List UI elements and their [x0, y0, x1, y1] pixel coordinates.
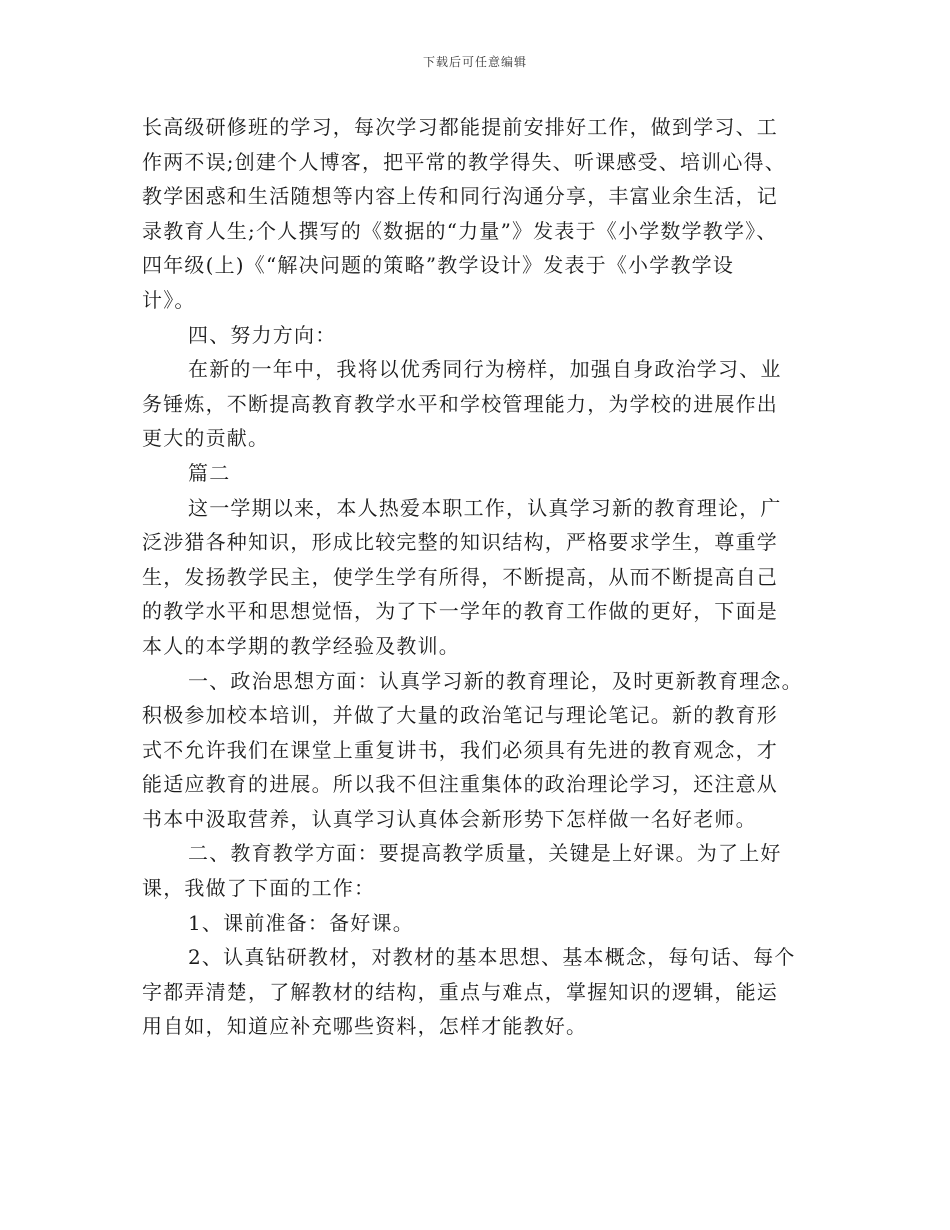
text-line: 生，发扬教学民主，使学生学有所得，不断提高，从而不断提高自己	[142, 564, 778, 589]
text-line: 在新的一年中，我将以优秀同行为榜样，加强自身政治学习、业	[188, 357, 782, 382]
text-line: 能适应教育的进展。所以我不但注重集体的政治理论学习，还注意从	[142, 772, 778, 797]
text-line: 2、认真钻研教材，对教材的基本思想、基本概念，每句话、每个	[188, 945, 796, 970]
text-line: 更大的贡献。	[142, 426, 270, 451]
page-header: 下载后可任意编辑	[422, 55, 527, 69]
text-line: 字都弄清楚，了解教材的结构，重点与难点，掌握知识的逻辑，能运	[142, 979, 778, 1004]
document-body	[142, 110, 814, 1044]
text-line: 作两不误;创建个人博客，把平常的教学得失、听课感受、培训心得、	[142, 149, 786, 174]
text-line: 课，我做了下面的工作：	[142, 876, 376, 901]
text-line: 用自如，知道应补充哪些资料，怎样才能教好。	[142, 1014, 588, 1039]
text-line: 泛涉猎各种知识，形成比较完整的知识结构，严格要求学生，尊重学	[142, 530, 778, 555]
text-line: 录教育人生;个人撰写的《数据的“力量”》发表于《小学数学教学》、	[142, 218, 778, 243]
text-line: 二、教育教学方面：要提高教学质量，关键是上好课。为了上好	[188, 841, 782, 866]
text-line: 教学困惑和生活随想等内容上传和同行沟通分享，丰富业余生活，记	[142, 184, 778, 209]
text-line: 一、政治思想方面：认真学习新的教育理论，及时更新教育理念。	[188, 668, 803, 693]
text-line: 务锤炼，不断提高教育教学水平和学校管理能力，为学校的进展作出	[142, 391, 778, 416]
text-line: 本人的本学期的教学经验及教训。	[142, 633, 460, 658]
text-line: 书本中汲取营养，认真学习认真体会新形势下怎样做一名好老师。	[142, 806, 757, 831]
section-heading: 篇二	[188, 460, 231, 485]
text-line: 积极参加校本培训，并做了大量的政治笔记与理论笔记。新的教育形	[142, 703, 778, 728]
text-line: 计》。	[142, 287, 196, 312]
text-line: 1、课前准备：备好课。	[188, 910, 414, 935]
text-line: 四年级(上)《“解决问题的策略”教学设计》发表于《小学教学设	[142, 253, 735, 278]
text-line: 这一学期以来，本人热爱本职工作，认真学习新的教育理论，广	[188, 495, 782, 520]
text-line: 长高级研修班的学习，每次学习都能提前安排好工作，做到学习、工	[142, 115, 778, 139]
section-heading: 四、努力方向：	[188, 322, 337, 347]
text-line: 式不允许我们在课堂上重复讲书，我们必须具有先进的教育观念，才	[142, 737, 778, 762]
text-line: 的教学水平和思想觉悟，为了下一学年的教育工作做的更好，下面是	[142, 599, 778, 624]
